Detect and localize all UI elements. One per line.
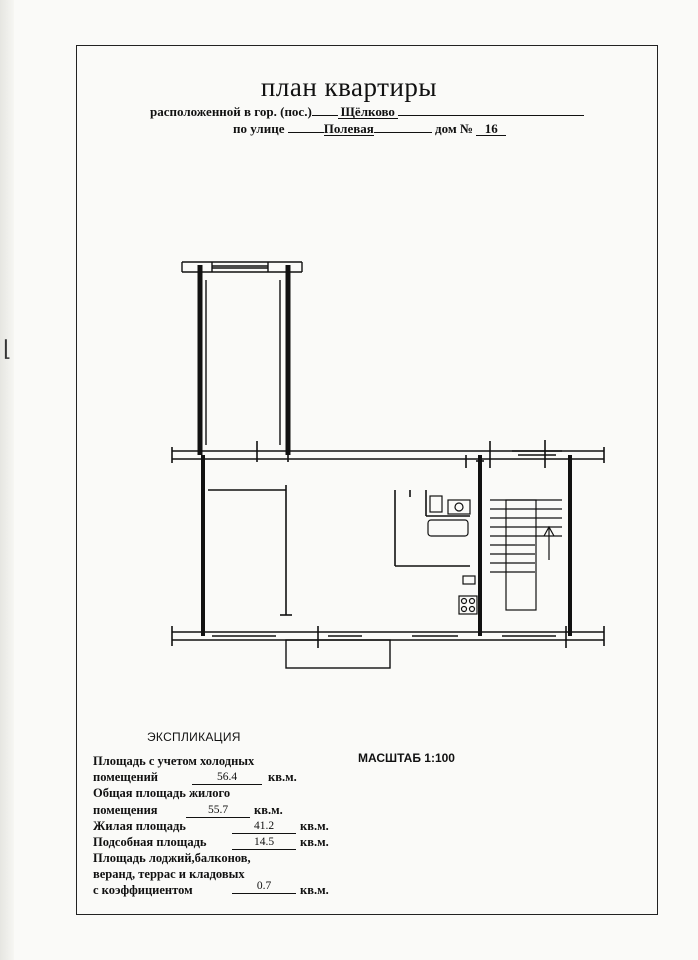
loggia-value: 0.7 (232, 880, 296, 894)
total-area-unit: кв.м. (268, 770, 297, 784)
house-number: 16 (476, 122, 506, 136)
total-area-label-1: Площадь с учетом холодных (93, 754, 255, 768)
living-total-label-2: помещения (93, 803, 158, 817)
total-area-value: 56.4 (192, 771, 262, 785)
stairwell (490, 500, 562, 610)
scale-label: МАСШТАБ 1:100 (358, 751, 455, 765)
living-total-label-1: Общая площадь жилого (93, 786, 231, 800)
main-top-wall (172, 440, 604, 468)
explication-heading: ЭКСПЛИКАЦИЯ (147, 730, 241, 744)
kitchen-stove (459, 576, 477, 614)
loggia-unit: кв.м. (300, 883, 329, 897)
binding-mark: ⌊ (3, 336, 12, 361)
balcony (286, 640, 390, 668)
loggia-label-2: веранд, террас и кладовых (93, 867, 245, 881)
living-area-unit: кв.м. (300, 819, 329, 833)
main-bottom-wall (172, 626, 604, 648)
location-label: расположенной в гор. (пос.) (150, 104, 312, 119)
aux-area-value: 14.5 (232, 836, 296, 850)
interior-partitions (208, 455, 484, 615)
living-area-label: Жилая площадь (93, 819, 186, 833)
aux-area-unit: кв.м. (300, 835, 329, 849)
total-area-label-2: помещений (93, 770, 158, 784)
loggia-label-3: с коэффициентом (93, 883, 193, 897)
street-value: Полевая (323, 121, 374, 136)
house-label: дом № (435, 121, 474, 136)
aux-area-label: Подсобная площадь (93, 835, 207, 849)
page-title: план квартиры (260, 72, 438, 102)
city-value: Щёлково (338, 105, 398, 119)
upper-room-walls (200, 265, 288, 455)
street-label: по улице (233, 121, 285, 136)
loggia-label-1: Площадь лоджий,балконов, (93, 851, 251, 865)
living-total-unit: кв.м. (254, 803, 283, 817)
living-total-value: 55.7 (186, 804, 250, 818)
living-area-value: 41.2 (232, 820, 296, 834)
